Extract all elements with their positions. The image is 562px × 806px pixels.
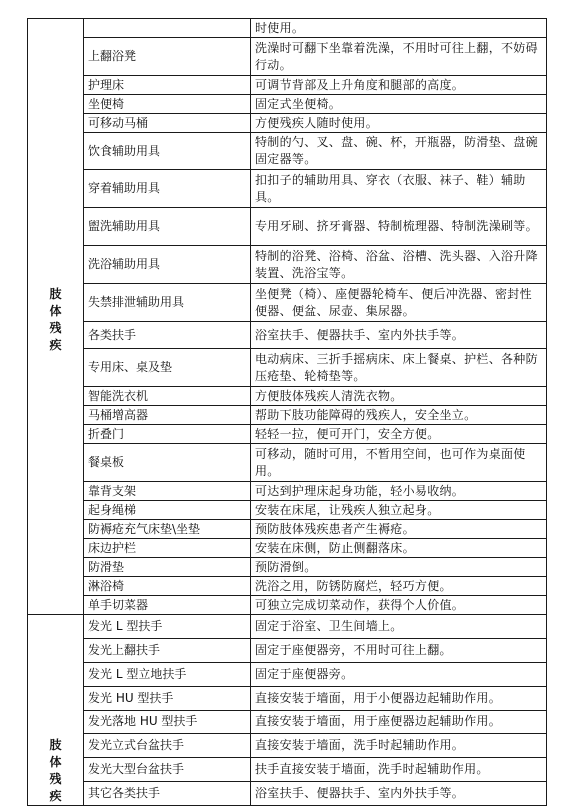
- category-char: 残: [49, 772, 62, 786]
- device-description-cell: 可独立完成切菜动作，获得个人价值。: [251, 596, 547, 615]
- category-cell-lower: [28, 615, 84, 806]
- table-row: [28, 444, 547, 482]
- table-row: [28, 501, 547, 520]
- category-char: 肢: [49, 286, 62, 301]
- device-name-cell: 单手切菜器: [84, 596, 251, 615]
- category-char: 残: [49, 320, 62, 335]
- device-name-cell: 各类扶手: [84, 322, 251, 349]
- device-description-cell: 方便残疾人随时使用。: [251, 114, 547, 133]
- category-char: 体: [49, 755, 62, 769]
- table-row: [28, 349, 547, 387]
- device-description-cell: 专用牙刷、挤牙膏器、特制梳理器、特制洗澡刷等。: [251, 208, 547, 246]
- device-description-cell: 扶手直接安装于墙面，洗手时起辅助作用。: [251, 758, 547, 782]
- device-description-cell: 轻轻一拉，便可开门，安全方便。: [251, 425, 547, 444]
- category-char: 体: [49, 303, 62, 318]
- device-description-cell: 固定于座便器旁，不用时可往上翻。: [251, 638, 547, 662]
- table-row: [28, 322, 547, 349]
- device-name-cell: 智能洗衣机: [84, 387, 251, 406]
- table-row: [28, 577, 547, 596]
- device-name-cell: 发光 L 型扶手: [84, 615, 251, 639]
- device-name-cell: 护理床: [84, 76, 251, 95]
- device-name-cell: 靠背支架: [84, 482, 251, 501]
- table-row: [28, 782, 547, 806]
- category-char: 疾: [49, 789, 62, 803]
- device-description-cell: 特制的勺、叉、盘、碗、杯，开瓶器，防滑垫、盘碗固定器等。: [251, 133, 547, 170]
- device-description-cell: 时使用。: [251, 19, 547, 38]
- table-row: [28, 686, 547, 710]
- device-name-cell: 上翻浴凳: [84, 38, 251, 76]
- device-name-cell: 发光 HU 型扶手: [84, 686, 251, 710]
- device-name-cell: 发光立式台盆扶手: [84, 734, 251, 758]
- device-description-cell: 可达到护理床起身功能，轻小易收纳。: [251, 482, 547, 501]
- table-row: [28, 284, 547, 322]
- device-description-cell: 安装在床侧，防止侧翻落床。: [251, 539, 547, 558]
- device-name-cell: 发光 L 型立地扶手: [84, 662, 251, 686]
- device-description-cell: 电动病床、三折手摇病床、床上餐桌、护栏、各种防压疮垫、轮椅垫等。: [251, 349, 547, 387]
- device-name-cell: 折叠门: [84, 425, 251, 444]
- device-name-cell: 马桶增高器: [84, 406, 251, 425]
- table-row: [28, 615, 547, 639]
- table-row: [28, 520, 547, 539]
- device-name-cell: 防褥疮充气床垫\坐垫: [84, 520, 251, 539]
- device-name-cell: 起身绳梯: [84, 501, 251, 520]
- device-description-cell: 固定式坐便椅。: [251, 95, 547, 114]
- table-row: [28, 734, 547, 758]
- device-name-cell: 餐桌板: [84, 444, 251, 482]
- device-description-cell: 直接安装于墙面，用于小便器边起辅助作用。: [251, 686, 547, 710]
- device-description-cell: 洗浴之用，防锈防腐烂，轻巧方便。: [251, 577, 547, 596]
- device-name-cell: 发光落地 HU 型扶手: [84, 710, 251, 734]
- category-char: 疾: [49, 337, 62, 352]
- table-row: [28, 19, 547, 38]
- category-char: 肢: [49, 738, 62, 752]
- device-description-cell: 可调节背部及上升角度和腿部的高度。: [251, 76, 547, 95]
- device-description-cell: 浴室扶手、便器扶手、室内外扶手等。: [251, 782, 547, 806]
- device-description-cell: 帮助下肢功能障碍的残疾人，安全坐立。: [251, 406, 547, 425]
- table-row: [28, 246, 547, 284]
- device-description-cell: 洗澡时可翻下坐靠着洗澡，不用时可往上翻，不妨碍行动。: [251, 38, 547, 76]
- device-name-cell: 淋浴椅: [84, 577, 251, 596]
- device-name-cell: 穿着辅助用具: [84, 170, 251, 208]
- device-description-cell: 安装在床尾，让残疾人独立起身。: [251, 501, 547, 520]
- table-row: [28, 170, 547, 208]
- table-row: [28, 662, 547, 686]
- device-name-cell: 失禁排泄辅助用具: [84, 284, 251, 322]
- device-name-cell: 床边护栏: [84, 539, 251, 558]
- assistive-devices-table: [27, 18, 547, 806]
- table-row: [28, 758, 547, 782]
- table-body: [28, 19, 547, 806]
- device-name-cell: 防滑垫: [84, 558, 251, 577]
- device-description-cell: 扣扣子的辅助用具、穿衣（衣服、袜子、鞋）辅助具。: [251, 170, 547, 208]
- table-row: [28, 482, 547, 501]
- table-row: [28, 638, 547, 662]
- device-description-cell: 方便肢体残疾人清洗衣物。: [251, 387, 547, 406]
- device-description-cell: 直接安装于墙面，洗手时起辅助作用。: [251, 734, 547, 758]
- device-description-cell: 坐便凳（椅）、座便器轮椅车、便后冲洗器、密封性便器、便盆、尿壶、集尿器。: [251, 284, 547, 322]
- table-row: [28, 133, 547, 170]
- table-row: [28, 114, 547, 133]
- table-row: [28, 208, 547, 246]
- table-row: [28, 558, 547, 577]
- device-name-cell: 专用床、桌及垫: [84, 349, 251, 387]
- table-row: [28, 406, 547, 425]
- device-name-cell: 坐便椅: [84, 95, 251, 114]
- device-name-cell: 其它各类扶手: [84, 782, 251, 806]
- table-row: [28, 425, 547, 444]
- device-name-cell: 洗浴辅助用具: [84, 246, 251, 284]
- table-row: [28, 596, 547, 615]
- table-row: [28, 95, 547, 114]
- device-name-cell: 可移动马桶: [84, 114, 251, 133]
- device-description-cell: 预防滑倒。: [251, 558, 547, 577]
- device-name-cell: 盥洗辅助用具: [84, 208, 251, 246]
- category-cell-upper: [28, 19, 84, 615]
- device-description-cell: 固定于浴室、卫生间墙上。: [251, 615, 547, 639]
- device-description-cell: 固定于座便器旁。: [251, 662, 547, 686]
- device-description-cell: 特制的浴凳、浴椅、浴盆、浴槽、洗头器、入浴升降装置、洗浴宝等。: [251, 246, 547, 284]
- device-name-cell: 发光大型台盆扶手: [84, 758, 251, 782]
- device-description-cell: 可移动，随时可用，不暂用空间，也可作为桌面使用。: [251, 444, 547, 482]
- table-row: [28, 76, 547, 95]
- device-name-cell: 发光上翻扶手: [84, 638, 251, 662]
- table-row: [28, 710, 547, 734]
- table-row: [28, 38, 547, 76]
- device-description-cell: 直接安装于墙面，用于座便器边起辅助作用。: [251, 710, 547, 734]
- table-row: [28, 539, 547, 558]
- device-name-cell: [84, 19, 251, 38]
- device-description-cell: 预防肢体残疾患者产生褥疮。: [251, 520, 547, 539]
- device-name-cell: 饮食辅助用具: [84, 133, 251, 170]
- device-description-cell: 浴室扶手、便器扶手、室内外扶手等。: [251, 322, 547, 349]
- table-row: [28, 387, 547, 406]
